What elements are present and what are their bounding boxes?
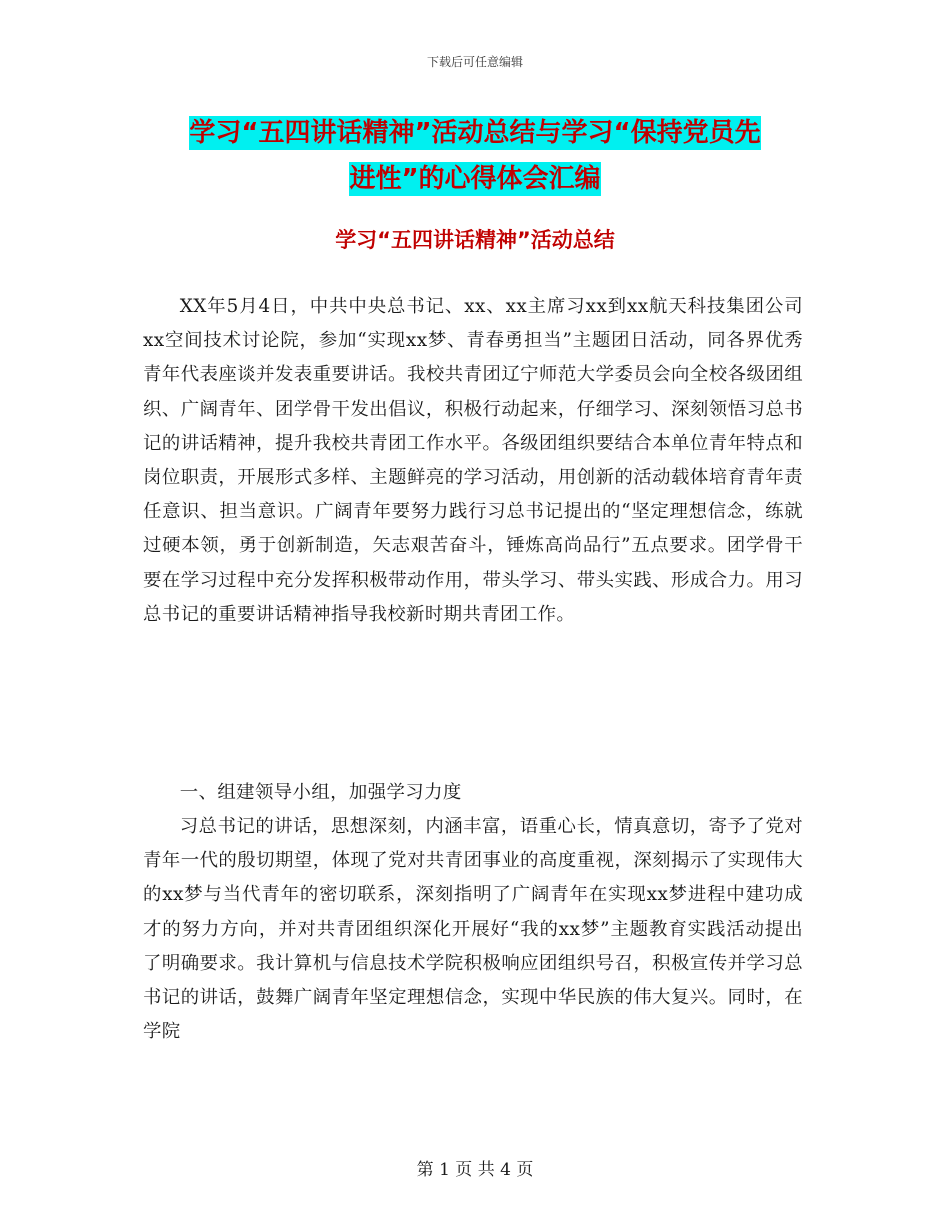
document-main-title [120, 110, 830, 202]
section-heading-1: 一、组建领导小组，加强学习力度 [179, 782, 462, 803]
main-title-line-1: 学习“五四讲话精神”活动总结与学习“保持党员先 [189, 118, 761, 148]
page-number-footer: 第 1 页 共 4 页 [416, 1160, 534, 1180]
body-paragraph-1: XX年5月4日，中共中央总书记、xx、xx主席习xx到xx航天科技集团公司xx空间技术讨论院，参加“实现xx梦、青春勇担当”主题团日活动，同各界优秀青年代表座谈并发表重要讲话。我校共青团辽宁师范大学委员会向全校各级团组织、广阔青年、团学骨干发出倡议，积极行动起来，仔细学习、深刻领悟习总书记的讲话精神，提升我校共青团工作水平。各级团组织要结合本单位青年特点和岗位职责，开展形式多样、主题鲜亮的学习活动，用创新的活动载体培育青年责任意识、担当意识。广阔青年要努力践行习总书记提出的“坚定理想信念，练就过硬本领，勇于创新制造，矢志艰苦奋斗，锤炼高尚品行”五点要求。团学骨干要在学习过程中充分发挥积极带动作用，带头学习、带头实践、形成合力。用习总书记的重要讲话精神指导我校新时期共青团工作。 [143, 296, 803, 625]
section-title: 学习“五四讲话精神”活动总结 [335, 228, 615, 252]
main-title-line-2: 进性”的心得体会汇编 [349, 164, 601, 194]
body-paragraph-2: 习总书记的讲话，思想深刻，内涵丰富，语重心长，情真意切，寄予了党对青年一代的殷切期望，体现了党对共青团事业的高度重视，深刻揭示了实现伟大的xx梦与当代青年的密切联系，深刻指明了广阔青年在实现xx梦进程中建功成才的努力方向，并对共青团组织深化开展好“我的xx梦”主题教育实践活动提出了明确要求。我计算机与信息技术学院积极响应团组织号召，积极宣传并学习总书记的讲话，鼓舞广阔青年坚定理想信念，实现中华民族的伟大复兴。同时，在学院 [143, 816, 803, 1043]
header-note: 下载后可任意编辑 [426, 55, 523, 69]
